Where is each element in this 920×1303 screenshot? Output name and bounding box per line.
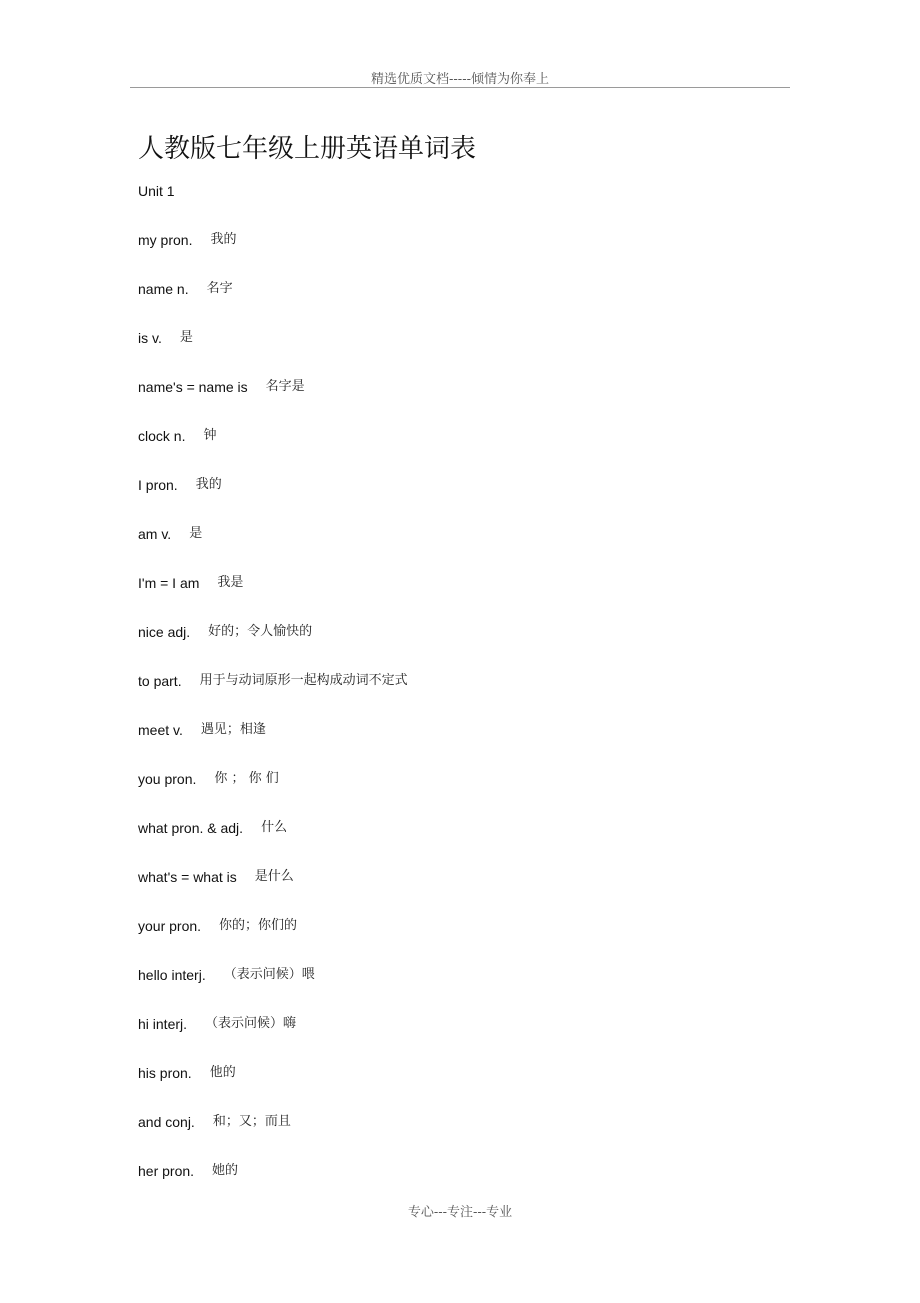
document-title: 人教版七年级上册英语单词表: [138, 134, 477, 164]
vocab-english: is v.: [138, 330, 162, 346]
vocab-chinese: 遇见；相逢: [200, 722, 266, 737]
vocab-chinese: 我是: [217, 575, 244, 590]
vocab-english: her pron.: [138, 1163, 195, 1179]
vocab-entry: [138, 1014, 838, 1063]
vocab-entry: [138, 916, 838, 965]
vocab-chinese: 好的；令人愉快的: [208, 624, 313, 639]
vocab-english: I'm = I am: [138, 575, 200, 591]
vocab-entry: [138, 671, 838, 720]
vocab-entry: [138, 769, 838, 818]
vocab-chinese: （表示问候）喂: [223, 967, 315, 982]
vocab-chinese: 名字: [206, 281, 233, 296]
vocab-entry: [138, 573, 838, 622]
vocab-english: my pron.: [138, 232, 193, 248]
page-header: 精选优质文档-----倾情为你奉上: [371, 72, 549, 87]
vocab-english: your pron.: [138, 918, 202, 934]
vocab-chinese: 什么: [261, 820, 288, 835]
vocab-entry: [138, 720, 838, 769]
vocab-chinese: 钟: [203, 428, 217, 443]
vocabulary-list: [138, 230, 838, 1210]
vocab-chinese: 是: [179, 330, 193, 345]
vocab-english: meet v.: [138, 722, 183, 738]
vocab-entry: [138, 328, 838, 377]
page-footer: 专心---专注---专业: [407, 1205, 513, 1220]
vocab-chinese: 我的: [210, 232, 237, 247]
vocab-chinese: 用于与动词原形一起构成动词不定式: [199, 673, 408, 688]
vocab-english: hello interj.: [138, 967, 206, 983]
vocab-english: his pron.: [138, 1065, 192, 1081]
vocab-english: what's = what is: [138, 869, 237, 885]
vocab-entry: [138, 279, 838, 328]
vocab-english: hi interj.: [138, 1016, 188, 1032]
vocab-chinese: 你的；你们的: [219, 918, 298, 933]
vocab-chinese: 是: [189, 526, 203, 541]
vocab-chinese: 她的: [212, 1163, 239, 1178]
vocab-entry: [138, 426, 838, 475]
unit-heading: Unit 1: [138, 183, 175, 199]
vocab-english: what pron. & adj.: [138, 820, 244, 836]
vocab-chinese: 你 ； 你 们: [214, 771, 279, 786]
vocab-entry: [138, 230, 838, 279]
vocab-chinese: （表示问候）嗨: [205, 1016, 297, 1031]
vocab-entry: [138, 475, 838, 524]
vocab-english: am v.: [138, 526, 172, 542]
vocab-english: name's = name is: [138, 379, 248, 395]
vocab-chinese: 和；又；而且: [212, 1114, 291, 1129]
vocab-english: nice adj.: [138, 624, 191, 640]
vocab-english: you pron.: [138, 771, 197, 787]
vocab-entry: [138, 1112, 838, 1161]
vocab-entry: [138, 1063, 838, 1112]
vocab-english: I pron.: [138, 477, 178, 493]
vocab-english: name n.: [138, 281, 189, 297]
vocab-english: to part.: [138, 673, 182, 689]
vocab-entry: [138, 818, 838, 867]
header-divider: [130, 87, 790, 88]
vocab-chinese: 名字是: [265, 379, 305, 394]
vocab-chinese: 他的: [209, 1065, 236, 1080]
vocab-english: clock n.: [138, 428, 186, 444]
vocab-chinese: 我的: [195, 477, 222, 492]
vocab-entry: [138, 622, 838, 671]
vocab-entry: [138, 965, 838, 1014]
vocab-entry: [138, 377, 838, 426]
vocab-entry: [138, 524, 838, 573]
vocab-entry: [138, 867, 838, 916]
vocab-chinese: 是什么: [254, 869, 294, 884]
vocab-english: and conj.: [138, 1114, 195, 1130]
